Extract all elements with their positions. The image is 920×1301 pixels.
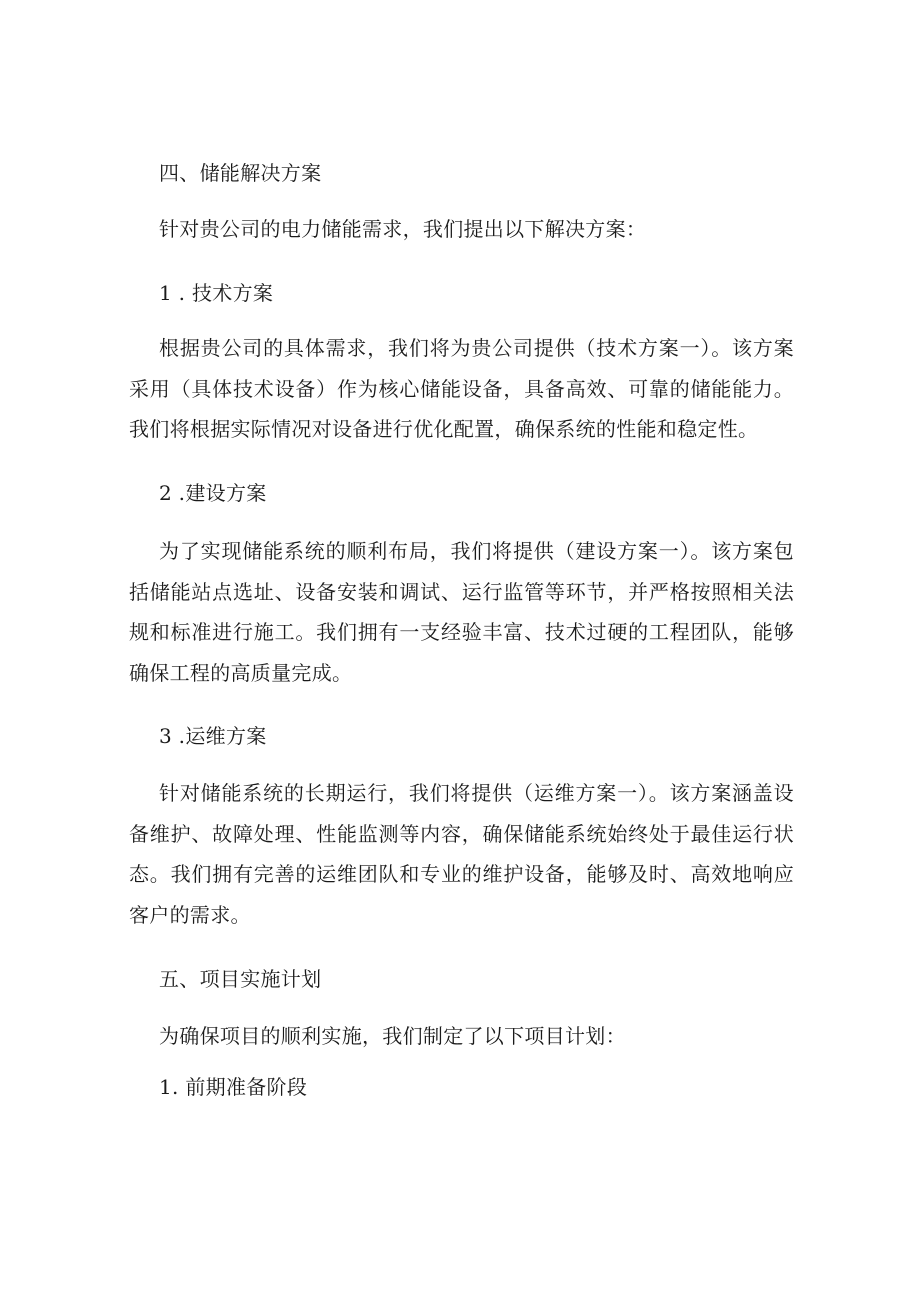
item-2-heading: 2 .建设方案 xyxy=(159,481,267,505)
section-5-heading: 五、项目实施计划 xyxy=(159,967,322,991)
item-3-heading: 3 .运维方案 xyxy=(159,724,267,748)
section-4-intro: 针对贵公司的电力储能需求，我们提出以下解决方案： xyxy=(159,217,647,241)
item-1-heading: 1 . 技术方案 xyxy=(159,281,274,305)
item-1-paragraph: 根据贵公司的具体需求，我们将为贵公司提供（技术方案一）。该方案采用（具体技术设备）作为核心储能设备，具备高效、可靠的储能能力。我们将根据实际情况对设备进行优化配置，确保系统的性能和稳定性。 xyxy=(129,336,794,441)
phase-1-heading: 1. 前期准备阶段 xyxy=(159,1075,308,1099)
section-5-intro: 为确保项目的顺利实施，我们制定了以下项目计划： xyxy=(159,1024,626,1048)
section-4-heading: 四、储能解决方案 xyxy=(159,161,322,185)
item-2-paragraph: 为了实现储能系统的顺利布局，我们将提供（建设方案一）。该方案包括储能站点选址、设备安装和调试、运行监管等环节，并严格按照相关法规和标准进行施工。我们拥有一支经验丰富、技术过硬的工程团队，能够确保工程的高质量完成。 xyxy=(129,539,794,685)
item-3-paragraph: 针对储能系统的长期运行，我们将提供（运维方案一）。该方案涵盖设备维护、故障处理、性能监测等内容，确保储能系统始终处于最佳运行状态。我们拥有完善的运维团队和专业的维护设备，能够及时、高效地响应客户的需求。 xyxy=(129,781,794,927)
